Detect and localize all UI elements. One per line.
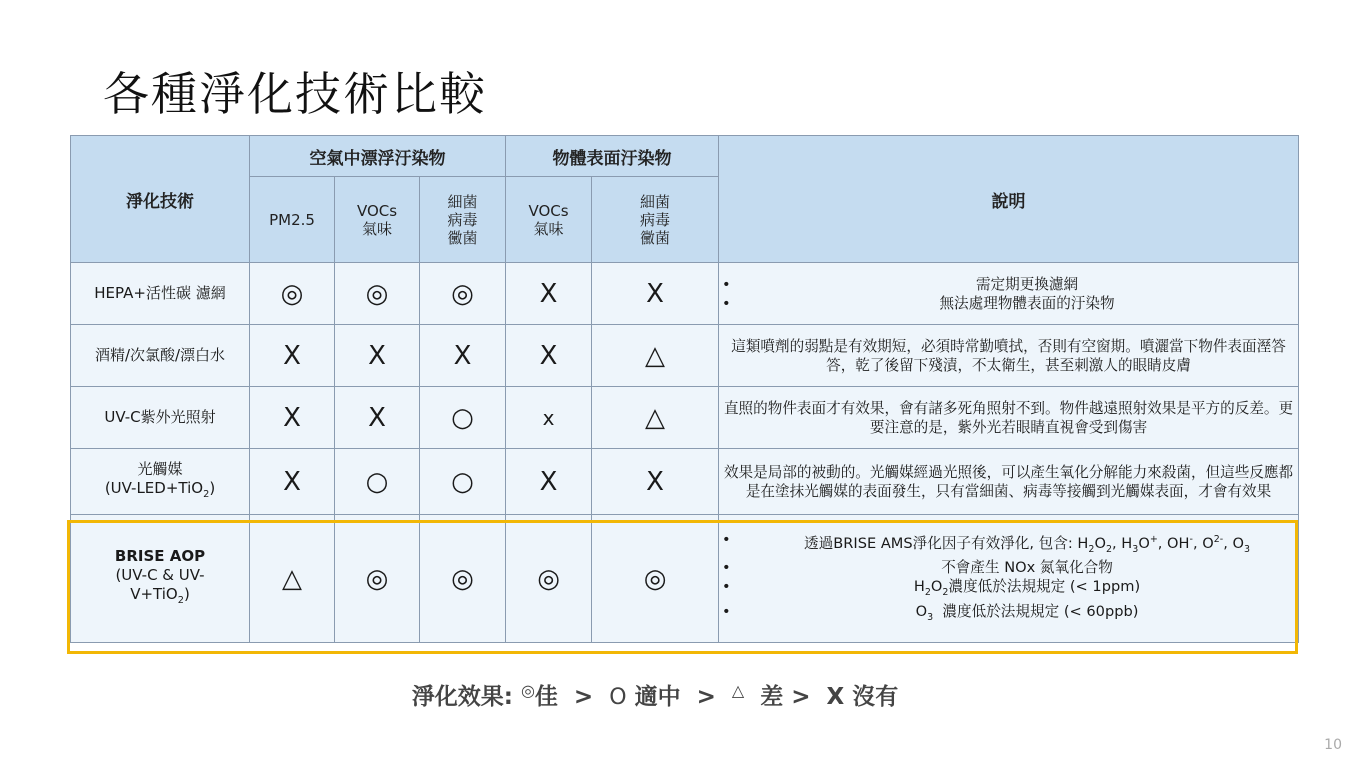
description-cell [719, 263, 1299, 325]
rating-cell: X [250, 387, 335, 449]
tech-name: HEPA+活性碳 濾網 [71, 263, 250, 325]
table-row [71, 263, 1299, 325]
header-vocs-air: VOCs 氣味 [335, 177, 420, 263]
rating-cell: X [335, 387, 420, 449]
double-circle-icon: ◎ [520, 681, 535, 700]
rating-cell: x [506, 387, 592, 449]
header-description: 說明 [719, 136, 1299, 263]
slide-title: 各種淨化技術比較 [103, 67, 487, 121]
table-row [71, 449, 1299, 515]
description-bullet: • 需定期更換濾網 [719, 275, 1298, 294]
description-bullet: • 不會產生 NOx 氮氧化合物 [719, 558, 1298, 577]
tech-name: BRISE AOP (UV-C & UV- V+TiO$_2$) [71, 515, 250, 643]
description-bullet: • 透過BRISE AMS淨化因子有效淨化, 包含: $H_2O_2$, $H_3O^+$, OH-, $O^{2-}$, $O_3$ [719, 530, 1298, 559]
description-cell: 這類噴劑的弱點是有效期短，必須時常勤噴拭，否則有空窗期。噴灑當下物件表面溼答答，乾了後留下殘漬，不太衛生，甚至刺激人的眼睛皮膚 [719, 325, 1299, 387]
triangle-icon: △ [731, 681, 745, 700]
rating-cell: X [250, 449, 335, 515]
description-bullet: • 無法處理物體表面的汙染物 [719, 294, 1298, 313]
rating-cell: △ [592, 387, 719, 449]
tech-name: 光觸媒 (UV-LED+TiO$_2$) [71, 449, 250, 515]
rating-cell: X [592, 449, 719, 515]
rating-cell: ◎ [335, 515, 420, 643]
description-cell [719, 515, 1299, 643]
table-row [71, 387, 1299, 449]
rating-cell: X [420, 325, 506, 387]
rating-cell: ◎ [506, 515, 592, 643]
tech-name: 酒精/次氯酸/漂白水 [71, 325, 250, 387]
rating-cell: X [250, 325, 335, 387]
rating-cell: X [592, 263, 719, 325]
comparison-table [70, 135, 1299, 643]
rating-cell: X [335, 325, 420, 387]
rating-cell: ◎ [335, 263, 420, 325]
header-bacteria-surface: 細菌 病毒 黴菌 [592, 177, 719, 263]
rating-cell: ◎ [592, 515, 719, 643]
table-row [71, 325, 1299, 387]
rating-cell: △ [250, 515, 335, 643]
description-cell: 效果是局部的被動的。光觸媒經過光照後，可以產生氧化分解能力來殺菌，但這些反應都是在塗抹光觸媒的表面發生，只有當細菌、病毒等接觸到光觸媒表面，才會有效果 [719, 449, 1299, 515]
header-bacteria-air: 細菌 病毒 黴菌 [420, 177, 506, 263]
rating-cell: △ [592, 325, 719, 387]
rating-cell: ○ [420, 449, 506, 515]
rating-cell: X [506, 263, 592, 325]
table-row-brise-aop [71, 515, 1299, 643]
rating-cell: X [506, 449, 592, 515]
tech-name: UV-C紫外光照射 [71, 387, 250, 449]
circle-icon: O [609, 685, 627, 710]
description-bullet: • $O_3$ 濃度低於法規規定 (< 60ppb) [719, 602, 1298, 627]
page-number: 10 [1324, 737, 1342, 753]
rating-cell: ◎ [420, 515, 506, 643]
header-group-surface: 物體表面汙染物 [506, 136, 719, 177]
rating-cell: ◎ [420, 263, 506, 325]
rating-legend: 淨化效果: ◎佳 > O 適中 > △ 差 > X 沒有 [411, 681, 899, 710]
header-pm25: PM2.5 [250, 177, 335, 263]
header-tech: 淨化技術 [71, 136, 250, 263]
description-cell: 直照的物件表面才有效果，會有諸多死角照射不到。物件越遠照射效果是平方的反差。更要注意的是，紫外光若眼睛直視會受到傷害 [719, 387, 1299, 449]
rating-cell: X [506, 325, 592, 387]
description-bullet: • $H_2O_2$濃度低於法規規定 (< 1ppm) [719, 577, 1298, 602]
header-vocs-surface: VOCs 氣味 [506, 177, 592, 263]
rating-cell: ○ [335, 449, 420, 515]
rating-cell: ○ [420, 387, 506, 449]
rating-cell: ◎ [250, 263, 335, 325]
header-group-air: 空氣中漂浮汙染物 [250, 136, 506, 177]
